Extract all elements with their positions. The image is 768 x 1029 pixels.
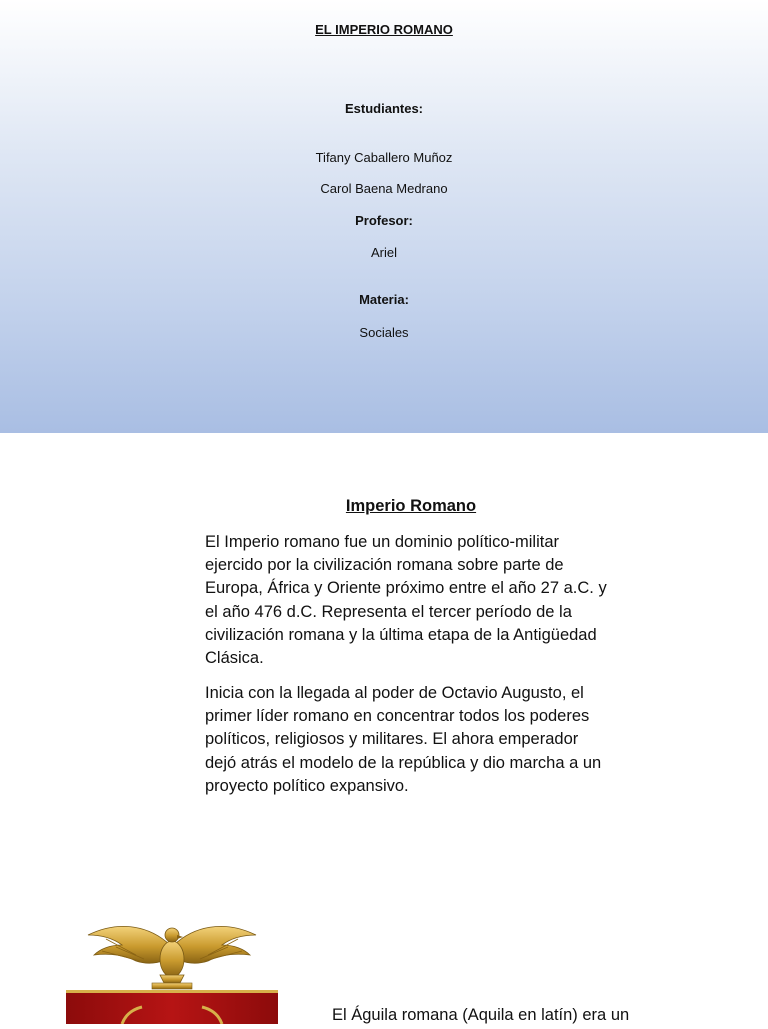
professor-name: Ariel [370,245,397,260]
subject-label: Materia: [359,292,409,307]
professor-label: Profesor: [355,213,413,228]
paragraph-augustus: Inicia con la llegada al poder de Octavio Augusto, el primer líder romano en concentrar todos los poderes políticos, religiosos y militares. El ahora emperador dejó atrás el modelo de la república y dio marcha a un proyecto político expansivo. [205,684,602,795]
student-name-1: Tifany Caballero Muñoz [315,150,453,165]
roman-eagle-standard-image [66,905,278,1024]
eagle-icon [66,905,278,1024]
paragraph-intro: El Imperio romano fue un dominio político-militar ejercido por la civilización romana sobre parte de Europa, África y Oriente próximo entre el año 27 a.C. y el año 476 d.C. Representa el tercer período de la civilización romana y la última etapa de la Antigüedad Clásica. [205,533,607,668]
eagle-caption: El Águila romana (Aquila en latín) era un [332,1006,630,1024]
student-name-2: Carol Baena Medrano [320,181,448,196]
section-heading: Imperio Romano [345,497,477,515]
cover-title: EL IMPERIO ROMANO [315,22,453,37]
subject-name: Sociales [359,325,409,340]
students-label: Estudiantes: [344,101,423,116]
